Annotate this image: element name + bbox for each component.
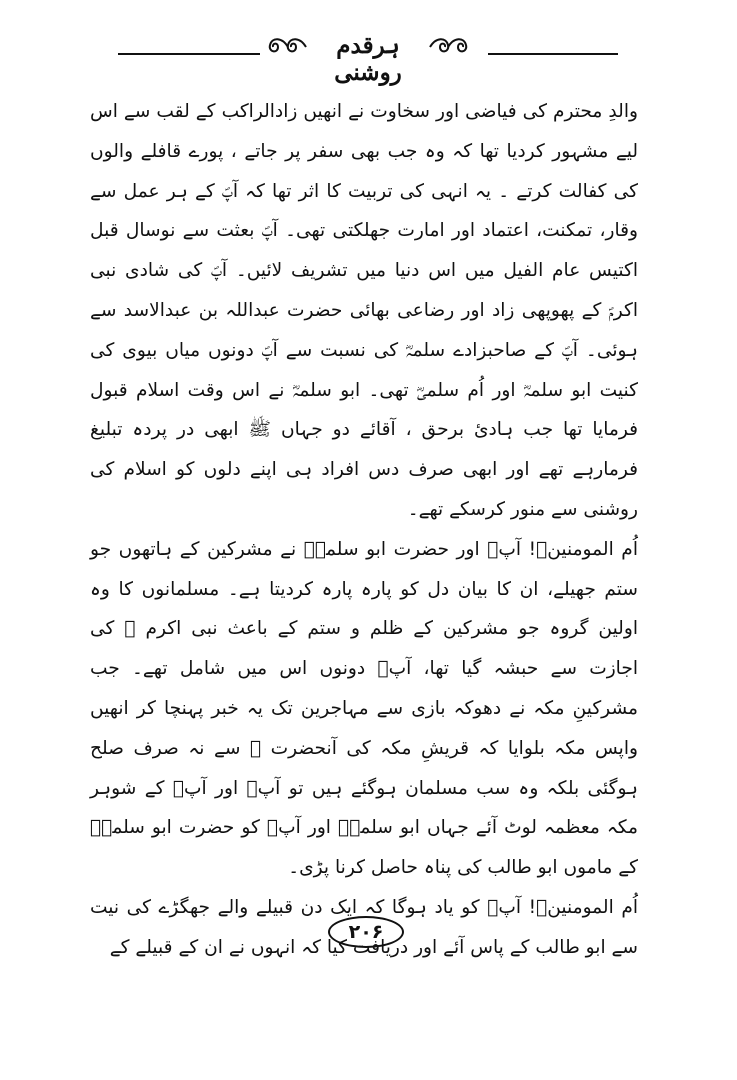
paragraph: اُم المومنینؓ! آپؐ اور حضرت ابو سلمہؓ نے مشرکین کے ہاتھوں جو ستم جھیلے، ان کا بیان دل کو پارہ پارہ کردیتا ہے۔ مسلمانوں کا وہ اولین گروہ جو مشرکین کے ظلم و ستم کے باعث نبی اکرم ﷺ کی اجازت سے حبشہ گیا تھا، آپؐ دونوں اس میں شامل تھے۔ جب مشرکینِ مکہ نے دھوکہ بازی سے مہاجرین تک یہ خبر پہنچا کر انھیں واپس مکہ بلوایا کہ قریشِ مکہ کی آنحضرت ﷺ سے نہ صرف صلح ہوگئی بلکہ وہ سب مسلمان ہوگئے ہیں تو آپؐ اور آپؐ کے شوہر مکہ معظمہ لوٹ آئے جہاں ابو سلمہؓ اور آپؐ کو حضرت ابو سلمہؓ کے ماموں ابو طالب کی پناہ حاصل کرنا پڑی۔ [90, 538, 638, 879]
paragraph: اُم المومنینؓ! آپؐ کو یاد ہوگا کہ ایک دن قبیلے والے جھگڑے کی نیت سے ابو طالب کے پاس آئے اور دریافت کیا کہ انہوں نے ان کے قبیلے کے [90, 896, 638, 958]
page-number: ۲۰۶ [328, 916, 404, 948]
page-header-title: ہرقدم روشنی [334, 32, 402, 86]
paragraph: والدِ محترم کی فیاضی اور سخاوت نے انھیں زادالراکب کے لقب سے اس لیے مشہور کردیا تھا کہ وہ جب بھی سفر پر جاتے ، پورے قافلے والوں کی کفالت کرتے ۔ یہ انہی کی تربیت کا اثر تھا کہ آپؐ کے ہر عمل سے وقار، تمکنت، اعتماد اور امارت جھلکتی تھی۔ آپؐ بعثت سے نوسال قبل اکتیس عام الفیل میں اس دنیا میں تشریف لائیں۔ آپؐ کی شادی نبی اکرمؐ کے پھوپھی زاد اور رضاعی بھائی حضرت عبداللہ بن عبدالاسد سے ہوئی۔ آپؐ کے صاحبزادے سلمہؓ کی نسبت سے آپؐ دونوں میاں بیوی کی کنیت ابو سلمہؓ اور اُم سلمیؓ تھی۔ ابو سلمہؓ نے اس وقت اسلام قبول فرمایا تھا جب ہادیٔ برحق ، آقائے دو جہاں ﷺ ابھی در پردہ تبلیغ فرمارہے تھے اور ابھی صرف دس افراد ہی اپنے دلوں کو اسلام کی روشنی سے منور کرسکے تھے۔ [90, 101, 638, 520]
header-rule-left [118, 53, 260, 55]
header-rule-right [488, 53, 618, 55]
running-header [118, 28, 618, 86]
body-text [90, 92, 638, 968]
scroll-ornament-icon [426, 34, 470, 60]
scroll-ornament-icon [266, 34, 310, 60]
